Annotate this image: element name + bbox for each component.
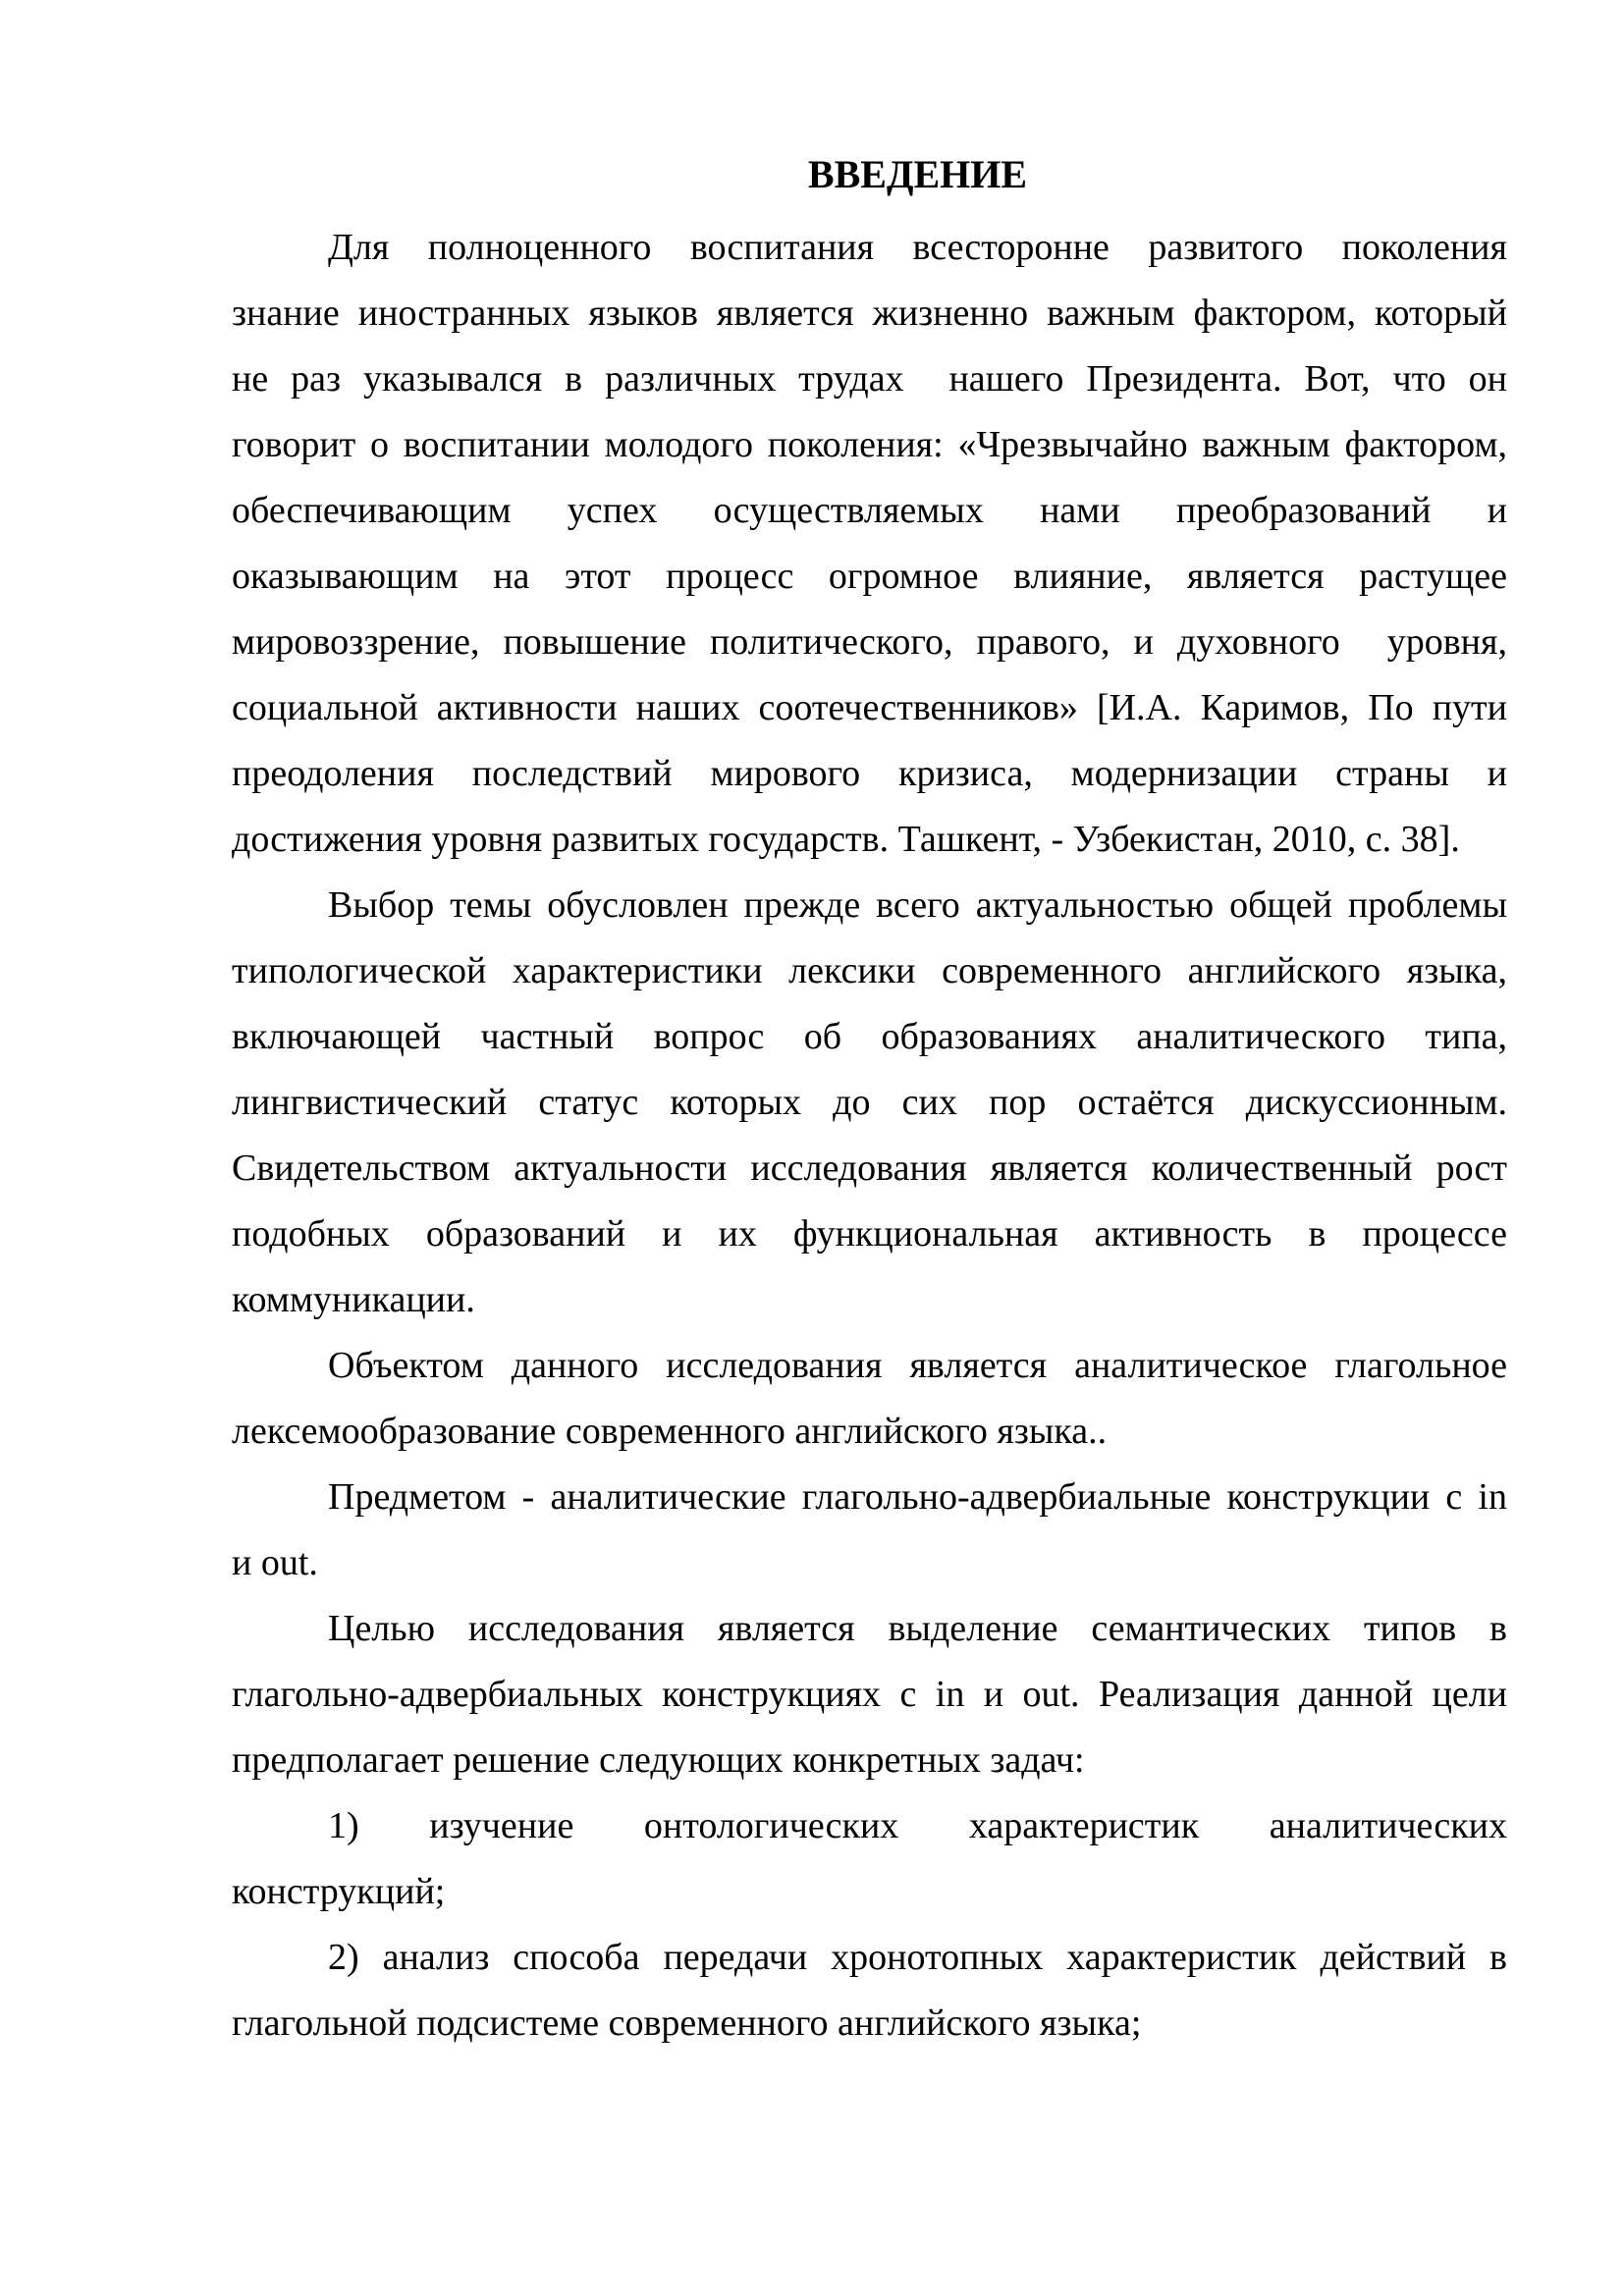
text-line: мировоззрение, повышение политического, правого, и духовного уровня,: [232, 621, 1507, 663]
text-line: подобных образований и их функциональная активность в процессе: [232, 1213, 1507, 1255]
text-line: 2) анализ способа передачи хронотопных характеристик действий в: [328, 1937, 1507, 1978]
paragraph: [232, 1596, 1507, 1793]
document-title: ВВЕДЕНИЕ: [807, 152, 1028, 196]
text-line: предполагает решение следующих конкретных задач:: [232, 1739, 1085, 1781]
text-line: лексемообразование современного английского языка..: [232, 1411, 1108, 1452]
text-line: говорит о воспитании молодого поколения: «Чрезвычайно важным фактором,: [232, 424, 1507, 465]
text-line: конструкций;: [232, 1871, 446, 1912]
text-line: достижения уровня развитых государств. Ташкент, - Узбекистан, 2010, с. 38].: [232, 819, 1460, 860]
paragraph: [232, 1793, 1507, 1925]
text-line: глагольно-адвербиальных конструкциях с in и out. Реализация данной цели: [232, 1674, 1507, 1715]
text-line: оказывающим на этот процесс огромное влияние, является растущее: [232, 556, 1507, 597]
text-line: социальной активности наших соотечественников» [И.А. Каримов, По пути: [232, 687, 1507, 728]
paragraph: [232, 873, 1507, 1333]
paragraph: [232, 1333, 1507, 1465]
text-line: коммуникации.: [232, 1279, 475, 1320]
paragraph: [232, 1465, 1507, 1596]
text-line: и out.: [232, 1542, 318, 1583]
paragraph: [232, 1925, 1507, 2056]
text-line: Для полноценного воспитания всесторонне развитого поколения: [328, 227, 1507, 268]
text-line: Свидетельством актуальности исследования является количественный рост: [232, 1148, 1507, 1189]
text-line: 1) изучение онтологических характеристик аналитических: [328, 1805, 1507, 1846]
text-line: типологической характеристики лексики современного английского языка,: [232, 950, 1507, 991]
text-line: Целью исследования является выделение семантических типов в: [328, 1608, 1507, 1649]
text-line: преодоления последствий мирового кризиса, модернизации страны и: [232, 753, 1507, 794]
text-line: Выбор темы обусловлен прежде всего актуальностью общей проблемы: [328, 884, 1507, 926]
document-body: [232, 215, 1507, 2056]
text-line: глагольной подсистеме современного английского языка;: [232, 2002, 1142, 2044]
paragraph: [232, 215, 1507, 873]
text-line: Предметом - аналитические глагольно-адвербиальные конструкции с in: [328, 1476, 1507, 1518]
text-line: знание иностранных языков является жизненно важным фактором, который: [232, 293, 1507, 334]
text-line: обеспечивающим успех осуществляемых нами преобразований и: [232, 490, 1507, 531]
text-line: Объектом данного исследования является аналитическое глагольное: [328, 1345, 1507, 1386]
text-line: не раз указывался в различных трудах нашего Президента. Вот, что он: [232, 358, 1507, 400]
text-line: лингвистический статус которых до сих пор остаётся дискуссионным.: [232, 1082, 1507, 1123]
text-line: включающей частный вопрос об образованиях аналитического типа,: [232, 1016, 1507, 1057]
